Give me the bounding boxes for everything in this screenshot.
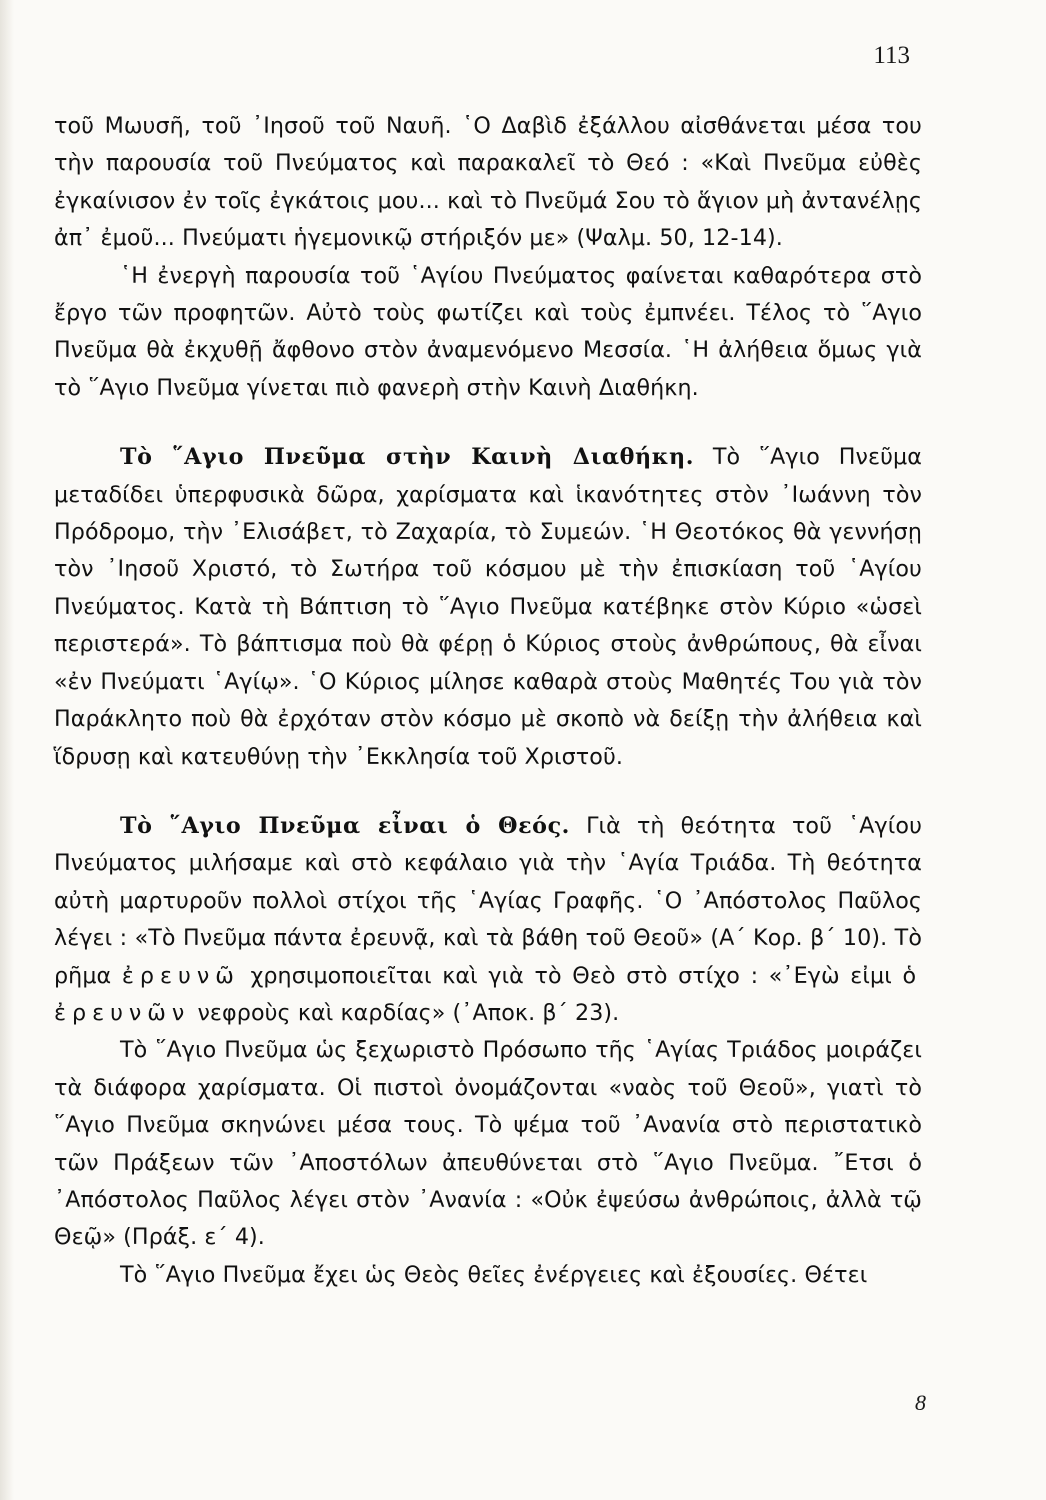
spaced-word-ereunon: ὁ ἐρευνῶν <box>54 962 923 1026</box>
section-heading-new-testament: Τὸ ῞Αγιο Πνεῦμα στὴν Καινὴ Διαθήκη. <box>120 444 695 471</box>
body-text <box>54 108 922 1294</box>
section-text-divinity-a: Γιὰ τὴ θεότητα τοῦ ῾Αγίου Πνεύματος μιλήσαμε καὶ στὸ κεφάλαιο γιὰ τὴν ῾Αγία Τριάδα. Τὴ θεότητα αὐτὴ μαρτυροῦν πολλοὶ στίχοι τῆς ῾Αγίας Γραφῆς. ῾Ο ᾿Απόστολος Παῦλος λέγει : «Τὸ Πνεῦμα πάντα ἐρευνᾷ, καὶ τὰ βάθη τοῦ Θεοῦ» (Α΄ Κορ. β΄ 10). Τὸ ρῆμα <box>54 812 923 989</box>
section-divinity <box>54 808 922 1032</box>
paragraph-person: Τὸ ῞Αγιο Πνεῦμα ὡς ξεχωριστὸ Πρόσωπο τῆς ῾Αγίας Τριάδος μοιράζει τὰ διάφορα χαρίσματα. Οἱ πιστοὶ ὀνομάζονται «ναὸς τοῦ Θεοῦ», γιατὶ τὸ ῞Αγιο Πνεῦμα σκηνώνει μέσα τους. Τὸ ψέμα τοῦ ᾿Ανανία στὸ περιστατικὸ τῶν Πράξεων τῶν ᾿Αποστόλων ἀπευθύνεται στὸ ῞Αγιο Πνεῦμα. ῎Ετσι ὁ ᾿Απόστολος Παῦλος λέγει στὸν ᾿Ανανία : «Οὐκ ἐψεύσω ἀνθρώποις, ἀλλὰ τῷ Θεῷ» (Πράξ. ε΄ 4). <box>54 1037 922 1251</box>
paragraph-intro: τοῦ Μωυσῆ, τοῦ ᾿Ιησοῦ τοῦ Ναυῆ. ῾Ο Δαβὶδ ἐξάλλου αἰσθάνεται μέσα του τὴν παρουσία τοῦ Πνεύματος καὶ παρακαλεῖ τὸ Θεό : «Καὶ Πνεῦμα εὐθὲς ἐγκαίνισον ἐν τοῖς ἐγκάτοις μου... καὶ τὸ Πνεῦμά Σου τὸ ἅγιον μὴ ἀντανέλῃς ἀπ᾿ ἐμοῦ... Πνεύματι ἡγεμονικῷ στήριξόν με» (Ψαλμ. 50, 12-14). <box>54 113 922 252</box>
page-number: 113 <box>873 42 910 69</box>
paragraph-prophets: ῾Η ἐνεργὴ παρουσία τοῦ ῾Αγίου Πνεύματος φαίνεται καθαρότερα στὸ ἔργο τῶν προφητῶν. Αὐτὸ τοὺς φωτίζει καὶ τοὺς ἐμπνέει. Τέλος τὸ ῞Αγιο Πνεῦμα θὰ ἐκχυθῇ ἄφθονο στὸν ἀναμενόμενο Μεσσία. ῾Η ἀλήθεια ὅμως γιὰ τὸ ῞Αγιο Πνεῦμα γίνεται πιὸ φανερὴ στὴν Καινὴ Διαθήκη. <box>54 262 922 401</box>
section-new-testament <box>54 439 922 776</box>
section-heading-divinity: Τὸ ῞Αγιο Πνεῦμα εἶναι ὁ Θεός. <box>120 812 571 839</box>
page-gutter-shadow <box>0 0 14 1500</box>
section-text-divinity-b: χρησιμοποιεῖται καὶ γιὰ τὸ Θεὸ στὸ στίχο : «᾿Εγὼ εἰμι <box>250 962 892 989</box>
paragraph-energies: Τὸ ῞Αγιο Πνεῦμα ἔχει ὡς Θεὸς θεῖες ἐνέργειες καὶ ἐξουσίες. Θέτει <box>120 1261 868 1288</box>
section-text-new-testament: Τὸ ῞Αγιο Πνεῦμα μεταδίδει ὑπερφυσικὰ δῶρα, χαρίσματα καὶ ἱκανότητες στὸν ᾿Ιωάννη τὸν Πρόδρομο, τὴν ᾿Ελισάβετ, τὸ Ζαχαρία, τὸ Συμεών. ῾Η Θεοτόκος θὰ γεννήσῃ τὸν ᾿Ιησοῦ Χριστό, τὸ Σωτήρα τοῦ κόσμου μὲ τὴν ἐπισκίαση τοῦ ῾Αγίου Πνεύματος. Κατὰ τὴ Βάπτιση τὸ ῞Αγιο Πνεῦμα κατέβηκε στὸν Κύριο «ὡσεὶ περιστερά». Τὸ βάπτισμα ποὺ θὰ φέρῃ ὁ Κύριος στοὺς ἀνθρώπους, θὰ εἶναι «ἐν Πνεύματι ῾Αγίῳ». ῾Ο Κύριος μίλησε καθαρὰ στοὺς Μαθητές Του γιὰ τὸν Παράκλητο ποὺ θὰ ἐρχόταν στὸν κόσμο μὲ σκοπὸ νὰ δείξῃ τὴν ἀλήθεια καὶ ἵδρυσῃ καὶ κατευθύνῃ τὴν ᾿Εκκλησία τοῦ Χριστοῦ. <box>54 444 922 770</box>
section-text-divinity-c: νεφροὺς καὶ καρδίας» (᾿Αποκ. β΄ 23). <box>197 999 620 1026</box>
spaced-word-ereuno: ἐρευνῶ <box>121 962 240 989</box>
printer-signature-mark: 8 <box>915 1390 926 1415</box>
